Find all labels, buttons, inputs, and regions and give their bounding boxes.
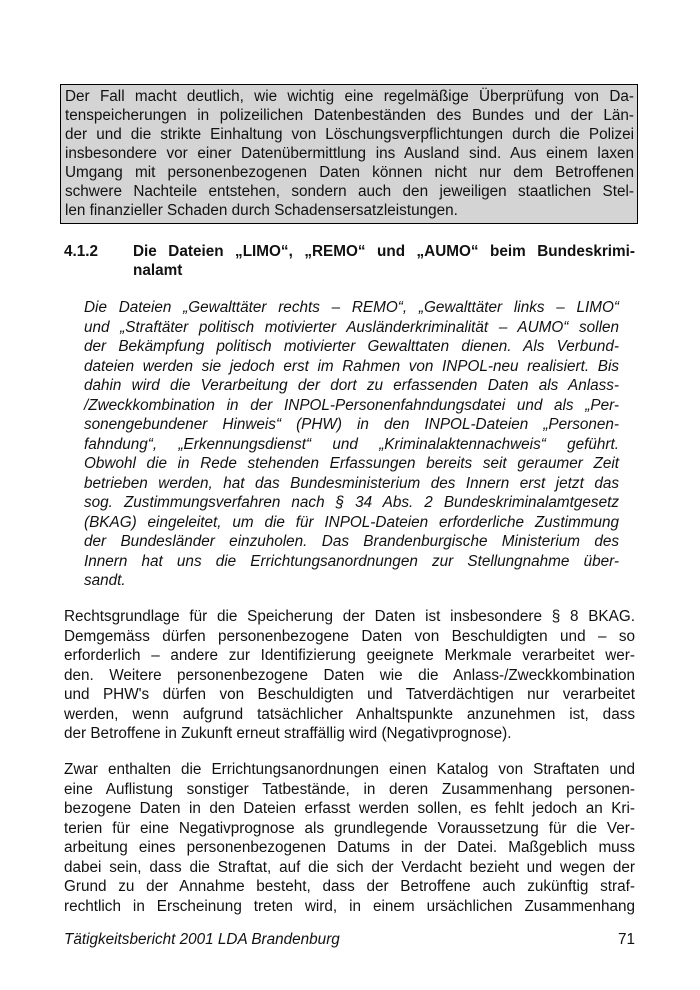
paragraph-line: den. Weitere personenbezogene Daten wie die Anlass-/Zweckkombination (64, 667, 635, 684)
page-number: 71 (617, 931, 635, 948)
paragraph-line: eine Auflistung sonstiger Tatbestände, in deren Zusammenhang personen- (64, 781, 635, 798)
quote-line: Innern hat uns die Errichtungsanordnungen zur Stellungnahme über- (84, 553, 619, 570)
quote-line: betrieben werden, hat das Bundesministerium des Innern erst jetzt das (84, 475, 619, 492)
highlight-box-line: schwere Nachteile entstehen, sondern auch den jeweiligen staatlichen Stel- (65, 183, 634, 200)
quote-line: Obwohl die in Rede stehenden Erfassungen bereits seit geraumer Zeit (84, 455, 619, 472)
highlight-box-line: der und die strikte Einhaltung von Löschungsverpflichtungen durch die Polizei (65, 126, 634, 143)
section-number: 4.1.2 (64, 243, 99, 260)
quote-line: dateien werden sie jedoch erst im Rahmen von INPOL-neu realisiert. Bis (84, 358, 619, 375)
highlight-box-line: Umgang mit personenbezogenen Daten können nicht nur dem Betroffenen (65, 164, 634, 181)
paragraph-line: rechtlich in Erscheinung treten wird, in einem ursächlichen Zusammenhang (64, 898, 635, 915)
paragraph-line: dabei sein, dass die Straftat, auf die sich der Verdacht bezieht und wegen der (64, 859, 635, 876)
section-title-continued: nalamt (133, 262, 183, 279)
paragraph-line: der Betroffene in Zukunft erneut straffällig wird (Negativprognose). (64, 725, 512, 742)
paragraph-line: bezogene Daten in den Dateien erfasst werden sollen, es fehlt jedoch an Kri- (64, 800, 635, 817)
highlight-box-line: insbesondere vor einer Datenübermittlung ins Ausland sind. Aus einem laxen (65, 145, 634, 162)
quote-line: sonengebundener Hinweis“ (PHW) in den INPOL-Dateien „Personen- (84, 416, 619, 433)
paragraph-line: Zwar enthalten die Errichtungsanordnungen einen Katalog von Straftaten und (64, 761, 635, 778)
paragraph-line: Grund zu der Annahme besteht, dass der Betroffene auch zukünftig straf- (64, 878, 635, 895)
quote-line: Die Dateien „Gewalttäter rechts – REMO“, „Gewalttäter links – LIMO“ (84, 299, 619, 316)
quote-line: (BKAG) eingeleitet, um die für INPOL-Dateien erforderliche Zustimmung (84, 514, 619, 531)
highlight-box-line: tenspeicherungen in polizeilichen Datenbeständen des Bundes und der Län- (65, 107, 634, 124)
quote-line: dahin wird die Verarbeitung der dort zu erfassenden Daten als Anlass- (84, 377, 619, 394)
quote-line: sog. Zustimmungsverfahren nach § 34 Abs. 2 Bundeskriminalamtgesetz (84, 494, 619, 511)
paragraph-line: erforderlich – andere zur Identifizierung geeignete Merkmale verarbeitet wer- (64, 647, 635, 664)
section-title: Die Dateien „LIMO“, „REMO“ und „AUMO“ beim Bundeskrimi- (133, 243, 635, 260)
paragraph-line: terien für eine Negativprognose als grundlegende Voraussetzung für die Ver- (64, 820, 635, 837)
quote-line: fahndung“, „Erkennungsdienst“ und „Kriminalaktennachweis“ geführt. (84, 436, 619, 453)
quote-line: der Bekämpfung politisch motivierter Gewalttaten dienen. Als Verbund- (84, 338, 619, 355)
paragraph-line: arbeitung eines personenbezogenen Datums in der Datei. Maßgeblich muss (64, 839, 635, 856)
paragraph-line: Demgemäss dürfen personenbezogene Daten von Beschuldigten und – so (64, 628, 635, 645)
paragraph-line: werden, wenn aufgrund tatsächlicher Anhaltspunkte anzunehmen ist, dass (64, 706, 635, 723)
paragraph-line: Rechtsgrundlage für die Speicherung der Daten ist insbesondere § 8 BKAG. (64, 608, 635, 625)
highlight-box-line: len finanzieller Schaden durch Schadensersatzleistungen. (65, 202, 458, 219)
quote-line: sandt. (84, 572, 126, 589)
footer-title: Tätigkeitsbericht 2001 LDA Brandenburg (64, 931, 340, 948)
paragraph-line: und PHW's dürfen von Beschuldigten und Tatverdächtigen nur verarbeitet (64, 686, 635, 703)
quote-line: der Bundesländer einzuholen. Das Brandenburgische Ministerium des (84, 533, 619, 550)
quote-line: und „Straftäter politisch motivierter Ausländerkriminalität – AUMO“ sollen (84, 319, 619, 336)
quote-line: /Zweckkombination in der INPOL-Personenfahndungsdatei und als „Per- (84, 397, 619, 414)
highlight-box-line: Der Fall macht deutlich, wie wichtig eine regelmäßige Überprüfung von Da- (65, 88, 634, 105)
